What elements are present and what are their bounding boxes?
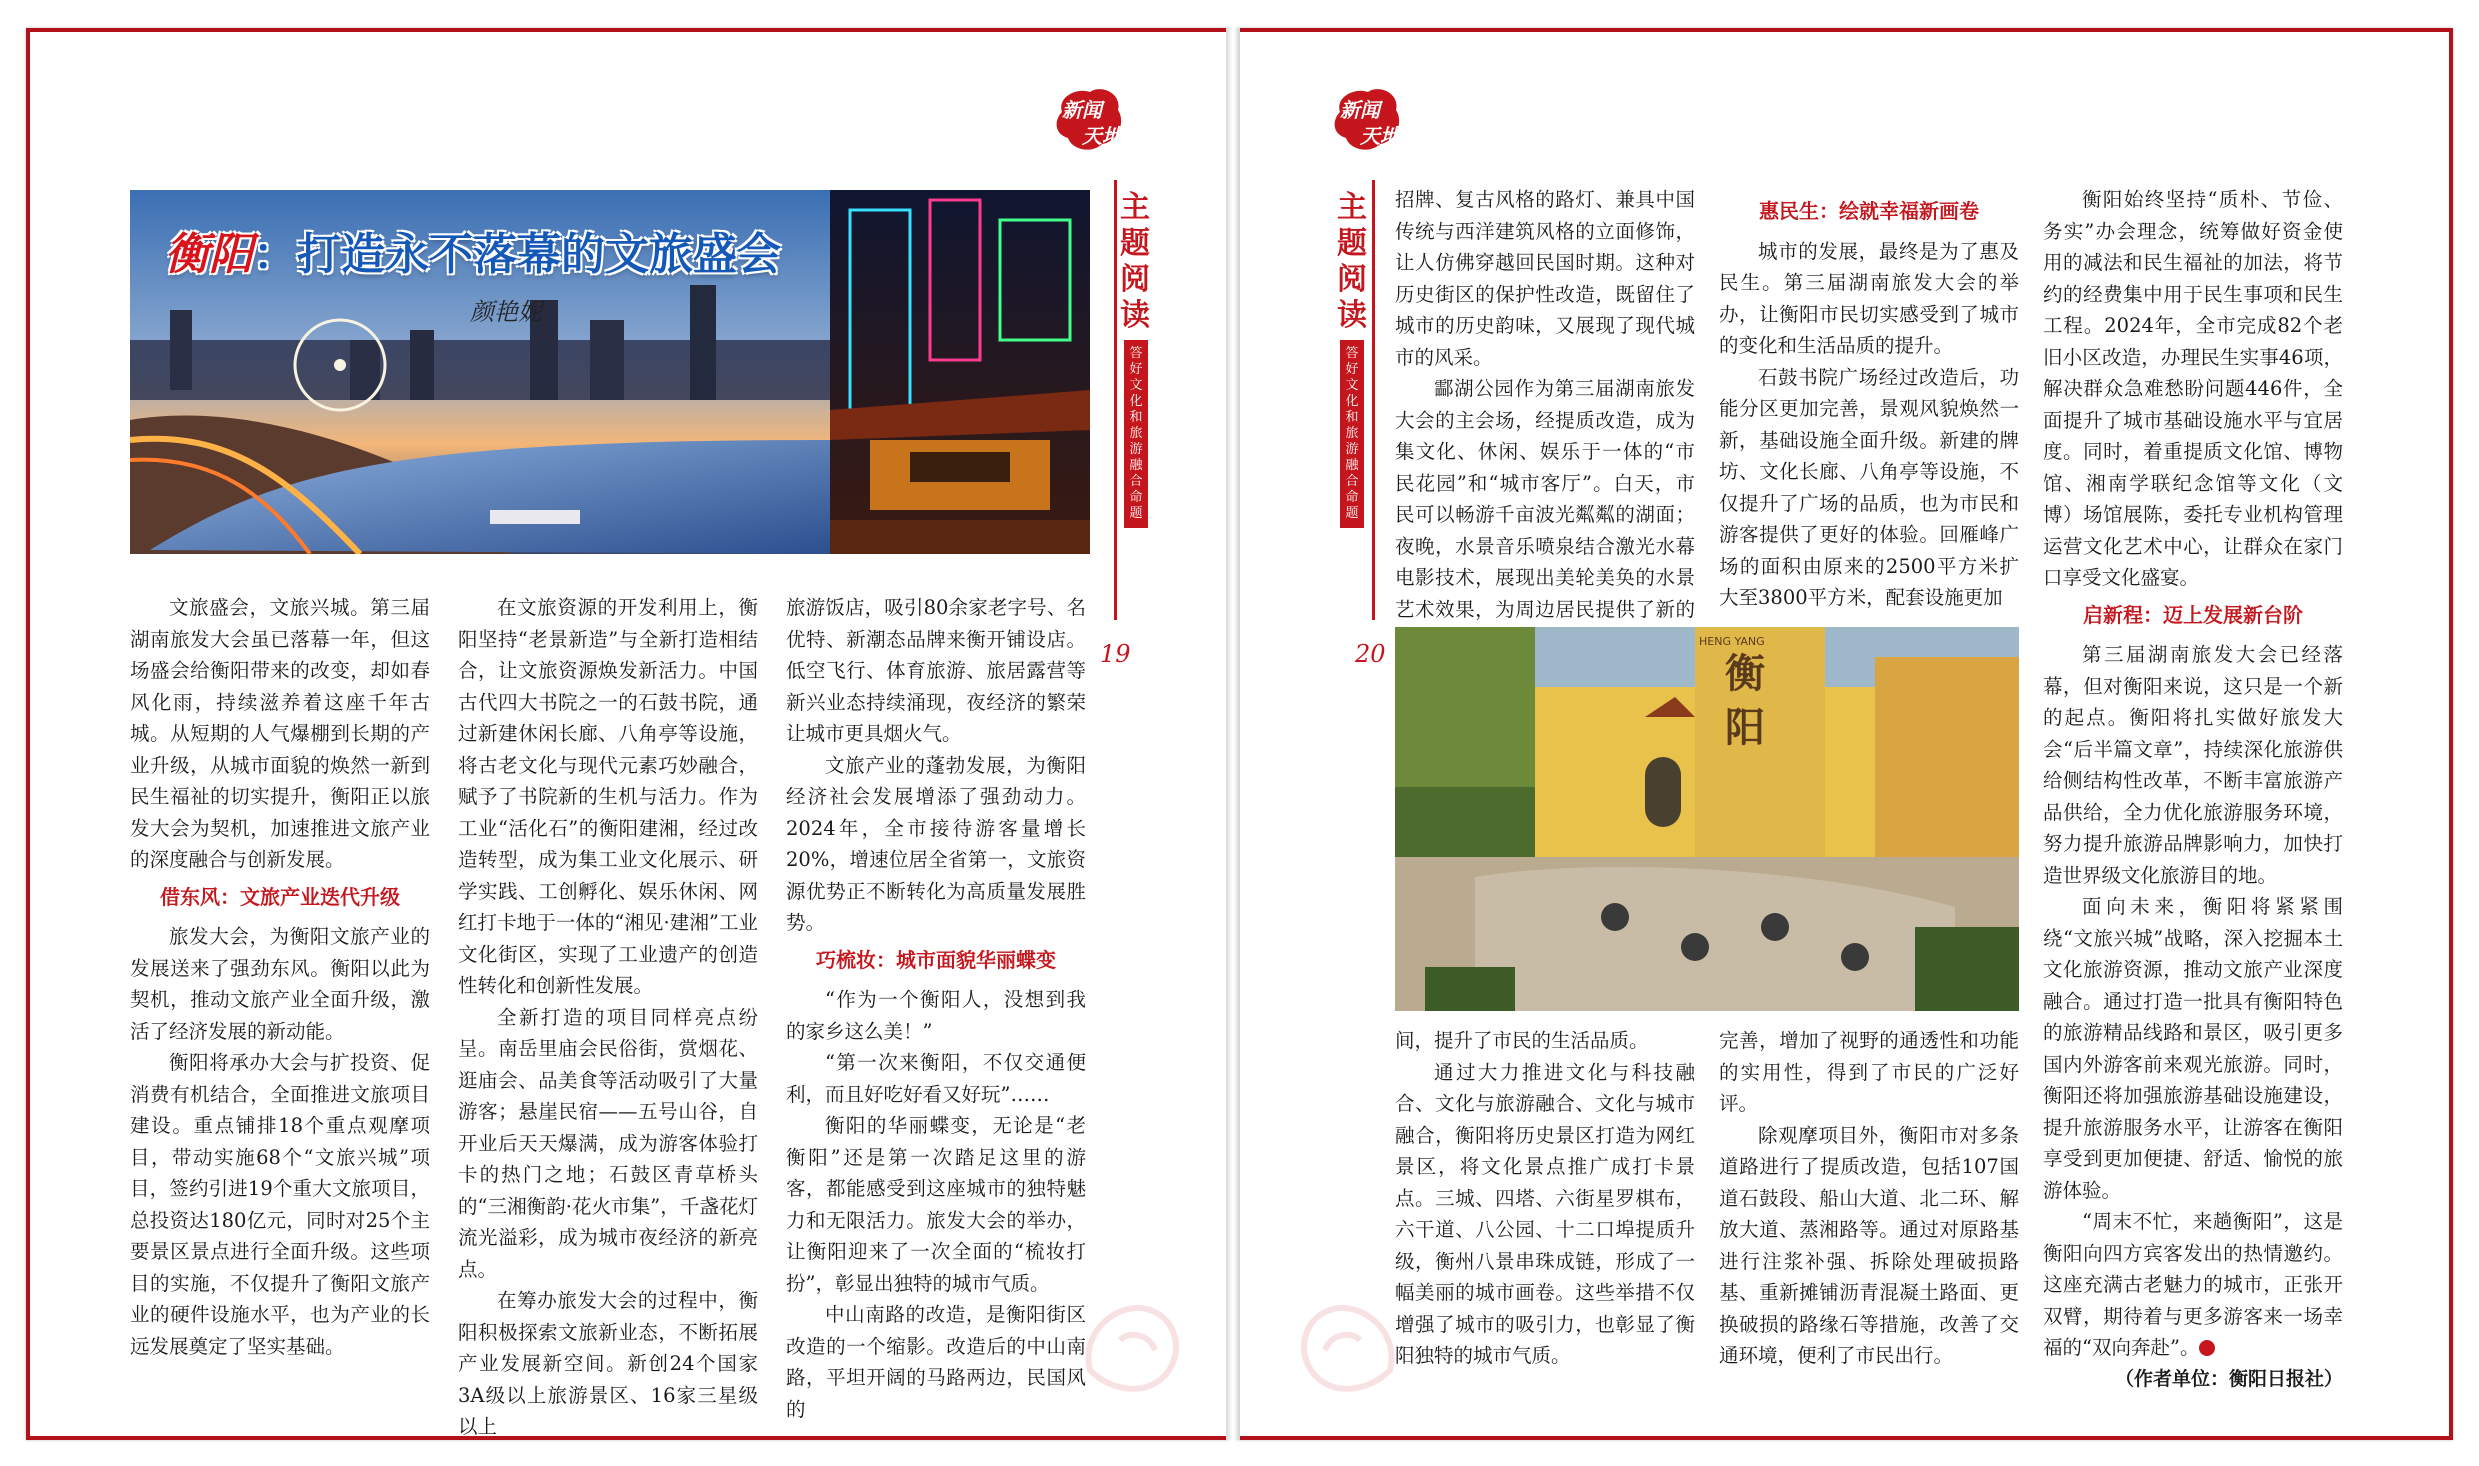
column-6	[2043, 184, 2343, 1396]
closing-text: “周末不忙，来趟衡阳”，这是衡阳向四方宾客发出的热情邀约。这座充满古老魅力的城市，正张开双臂，期待着与更多游客来一场幸福的“双向奔赴”。	[2043, 1210, 2343, 1359]
logo-text-2: 天地	[1360, 124, 1400, 148]
theme-label: 主题阅读	[1120, 190, 1150, 333]
column-2	[458, 592, 758, 1443]
paragraph: 旅游饭店，吸引80余家老字号、名优特、新潮态品牌来衡开铺设店。低空飞行、体育旅游、旅居露营等新兴业态持续涌现，夜经济的繁荣让城市更具烟火气。	[786, 596, 1086, 745]
brand-logo	[1052, 82, 1126, 156]
brand-logo	[1330, 82, 1404, 156]
paragraph: 衡阳将承办大会与扩投资、促消费有机结合，全面推进文旅项目建设。重点铺排18个重点观摩项目，带动实施68个“文旅兴城”项目，签约引进19个重大文旅项目，总投资达180亿元，同时对25个主要景区景点进行全面升级。这些项目的实施，不仅提升了衡阳文旅产业的硬件设施水平，也为产业的长远发展奠定了坚实基础。	[130, 1051, 430, 1358]
logo-text-1: 新闻	[1062, 98, 1102, 122]
hero-image	[130, 190, 1090, 554]
theme-sub: 答好文化和旅游融合命题	[1124, 340, 1148, 528]
paragraph: “第一次来衡阳，不仅交通便利，而且好吃好看又好玩”……	[786, 1051, 1086, 1106]
logo-text-1: 新闻	[1340, 98, 1380, 122]
theme-rule	[1114, 180, 1117, 620]
plaza-photo	[1395, 627, 2019, 1011]
paragraph: 中山南路的改造，是衡阳街区改造的一个缩影。改造后的中山南路，平坦开阔的马路两边，民国风的	[786, 1303, 1086, 1421]
paragraph: 在筹办旅发大会的过程中，衡阳积极探索文旅新业态，不断拓展产业发展新空间。新创24个国家3A级以上旅游景区、16家三星级以上	[458, 1289, 758, 1438]
section-heading: 惠民生：绘就幸福新画卷	[1759, 199, 1979, 223]
paragraph: 石鼓书院广场经过改造后，功能分区更加完善，景观风貌焕然一新，基础设施全面升级。新建的牌坊、文化长廊、八角亭等设施，不仅提升了广场的品质，也为市民和游客提供了更好的体验。回雁峰广场的面积由原来的2500平方米扩大至3800平方米，配套设施更加	[1719, 365, 2019, 609]
paragraph: 第三届湖南旅发大会已经落幕，但对衡阳来说，这只是一个新的起点。衡阳将扎实做好旅发大会“后半篇文章”，持续深化旅游供给侧结构性改革，不断丰富旅游产品供给，全力优化旅游服务环境，努力提升旅游品牌影响力，加快打造世界级文化旅游目的地。	[2043, 643, 2343, 887]
page-number: 19	[1100, 640, 1131, 668]
title-city: 衡阳	[165, 229, 253, 280]
section-heading: 借东风：文旅产业迭代升级	[160, 884, 400, 909]
column-1	[130, 592, 430, 1362]
column-3	[786, 592, 1086, 1425]
paragraph: “作为一个衡阳人，没想到我的家乡这么美！”	[786, 988, 1086, 1043]
column-7	[1395, 1025, 1695, 1372]
paragraph: 酃湖公园作为第三届湖南旅发大会的主会场，经提质改造，成为集文化、休闲、娱乐于一体的“市民花园”和“城市客厅”。白天，市民可以畅游千亩波光粼粼的湖面；夜晚，水景音乐喷泉结合激光水幕电影技术，展现出美轮美奂的水景艺术效果，为周边居民提供了新的	[1395, 377, 1695, 621]
section-heading: 启新程：迈上发展新台阶	[2083, 602, 2303, 627]
phoenix-watermark-icon	[1280, 1280, 1410, 1410]
paragraph: 文旅盛会，文旅兴城。第三届湖南旅发大会虽已落幕一年，但这场盛会给衡阳带来的改变，却如春风化雨，持续滋养着这座千年古城。从短期的人气爆棚到长期的产业升级，从城市面貌的焕然一新到民生福祉的切实提升，衡阳正以旅发大会为契机，加速推进文旅产业的深度融合与创新发展。	[130, 596, 430, 871]
article-title	[165, 218, 781, 282]
theme-sub: 答好文化和旅游融合命题	[1340, 340, 1364, 528]
book-spine	[1226, 28, 1240, 1440]
paragraph: 完善，增加了视野的通透性和功能的实用性，得到了市民的广泛好评。	[1719, 1029, 2019, 1115]
column-8	[1719, 1025, 2019, 1372]
author-unit-row	[2043, 1364, 2343, 1396]
article-author: 颜艳妮	[470, 298, 542, 326]
academy-square-photo	[1395, 627, 2019, 1011]
theme-rule	[1372, 180, 1375, 620]
paragraph: 除观摩项目外，衡阳市对多条道路进行了提质改造，包括107国道石鼓段、船山大道、北二环、解放大道、蒸湘路等。通过对原路基进行注浆补强、拆除处理破损路基、重新摊铺沥青混凝土路面、更换破损的路缘石等措施，改善了交通环境，便利了市民出行。	[1719, 1123, 2019, 1367]
logo-text-2: 天地	[1082, 124, 1122, 148]
paragraph: 衡阳的华丽蝶变，无论是“老衡阳”还是第一次踏足这里的游客，都能感受到这座城市的独特魅力和无限活力。旅发大会的举办，让衡阳迎来了一次全面的“梳妆打扮”，彰显出独特的城市气质。	[786, 1114, 1086, 1295]
section-heading: 巧梳妆：城市面貌华丽蝶变	[816, 947, 1056, 972]
column-5	[1719, 190, 2019, 614]
phoenix-watermark-icon	[1070, 1280, 1200, 1410]
end-mark-icon	[2199, 1340, 2215, 1356]
paragraph: 招牌、复古风格的路灯、兼具中国传统与西洋建筑风格的立面修饰，让人仿佛穿越回民国时期。这种对历史街区的保护性改造，既留住了城市的历史韵味，又展现了现代城市的风采。	[1395, 188, 1695, 369]
paragraph: 面向未来，衡阳将紧紧围绕“文旅兴城”战略，深入挖掘本土文化旅游资源，推动文旅产业深度融合。通过打造一批具有衡阳特色的旅游精品线路和景区，吸引更多国内外游客前来观光旅游。同时，衡阳还将加强旅游基础设施建设，提升旅游服务水平，让游客在衡阳享受到更加便捷、舒适、愉悦的旅游体验。	[2043, 895, 2343, 1202]
author-unit: （作者单位：衡阳日报社）	[2114, 1367, 2343, 1390]
paragraph: 文旅产业的蓬勃发展，为衡阳经济社会发展增添了强劲动力。2024年，全市接待游客量增长20%，增速位居全省第一，文旅资源优势正不断转化为高质量发展胜势。	[786, 753, 1086, 934]
title-rest: ：打造永不落幕的文旅盛会	[253, 229, 781, 280]
paragraph	[2043, 1206, 2343, 1364]
column-4	[1395, 184, 1695, 657]
paragraph: 在文旅资源的开发利用上，衡阳坚持“老景新造”与全新打造相结合，让文旅资源焕发新活力。中国古代四大书院之一的石鼓书院，通过新建休闲长廊、八角亭等设施，将古老文化与现代元素巧妙融合，赋予了书院新的生机与活力。作为工业“活化石”的衡阳建湘，经过改造转型，成为集工业文化展示、研学实践、工创孵化、娱乐休闲、网红打卡地于一体的“湘见·建湘”工业文化街区，实现了工业遗产的创造性转化和创新性发展。	[458, 596, 758, 997]
building-sign: 衡阳	[1725, 650, 1765, 751]
building-sign-pinyin: HENG YANG	[1699, 635, 1765, 648]
paragraph: 通过大力推进文化与科技融合、文化与旅游融合、文化与城市融合，衡阳将历史景区打造为网红景区，将文化景点推广成打卡景点。三城、四塔、六街星罗棋布，六干道、八公园、十二口埠提质升级，衡州八景串珠成链，形成了一幅美丽的城市画卷。这些举措不仅增强了城市的吸引力，也彰显了衡阳独特的城市气质。	[1395, 1060, 1695, 1367]
paragraph: 旅发大会，为衡阳文旅产业的发展送来了强劲东风。衡阳以此为契机，推动文旅产业全面升级，激活了经济发展的新动能。	[130, 925, 430, 1043]
paragraph: 衡阳始终坚持“质朴、节俭、务实”办会理念，统筹做好资金使用的减法和民生福祉的加法，将节约的经费集中用于民生事项和民生工程。2024年，全市完成82个老旧小区改造，办理民生实事46项，解决群众急难愁盼问题446件，全面提升了城市基础设施水平与宜居度。同时，着重提质文化馆、博物馆、湘南学联纪念馆等文化（文博）场馆展陈，委托专业机构管理运营文化艺术中心，让群众在家门口享受文化盛宴。	[2043, 188, 2343, 589]
paragraph: 全新打造的项目同样亮点纷呈。南岳里庙会民俗街，赏烟花、逛庙会、品美食等活动吸引了大量游客；悬崖民宿——五号山谷，自开业后天天爆满，成为游客体验打卡的热门之地；石鼓区青草桥头的“三湘衡韵·花火市集”，千盏花灯流光溢彩，成为城市夜经济的新亮点。	[458, 1005, 758, 1281]
page-number: 20	[1355, 640, 1386, 668]
theme-label: 主题阅读	[1337, 190, 1367, 333]
paragraph: 城市的发展，最终是为了惠及民生。第三届湖南旅发大会的举办，让衡阳市民切实感受到了城市的变化和生活品质的提升。	[1719, 239, 2019, 357]
paragraph: 间，提升了市民的生活品质。	[1395, 1029, 1649, 1052]
